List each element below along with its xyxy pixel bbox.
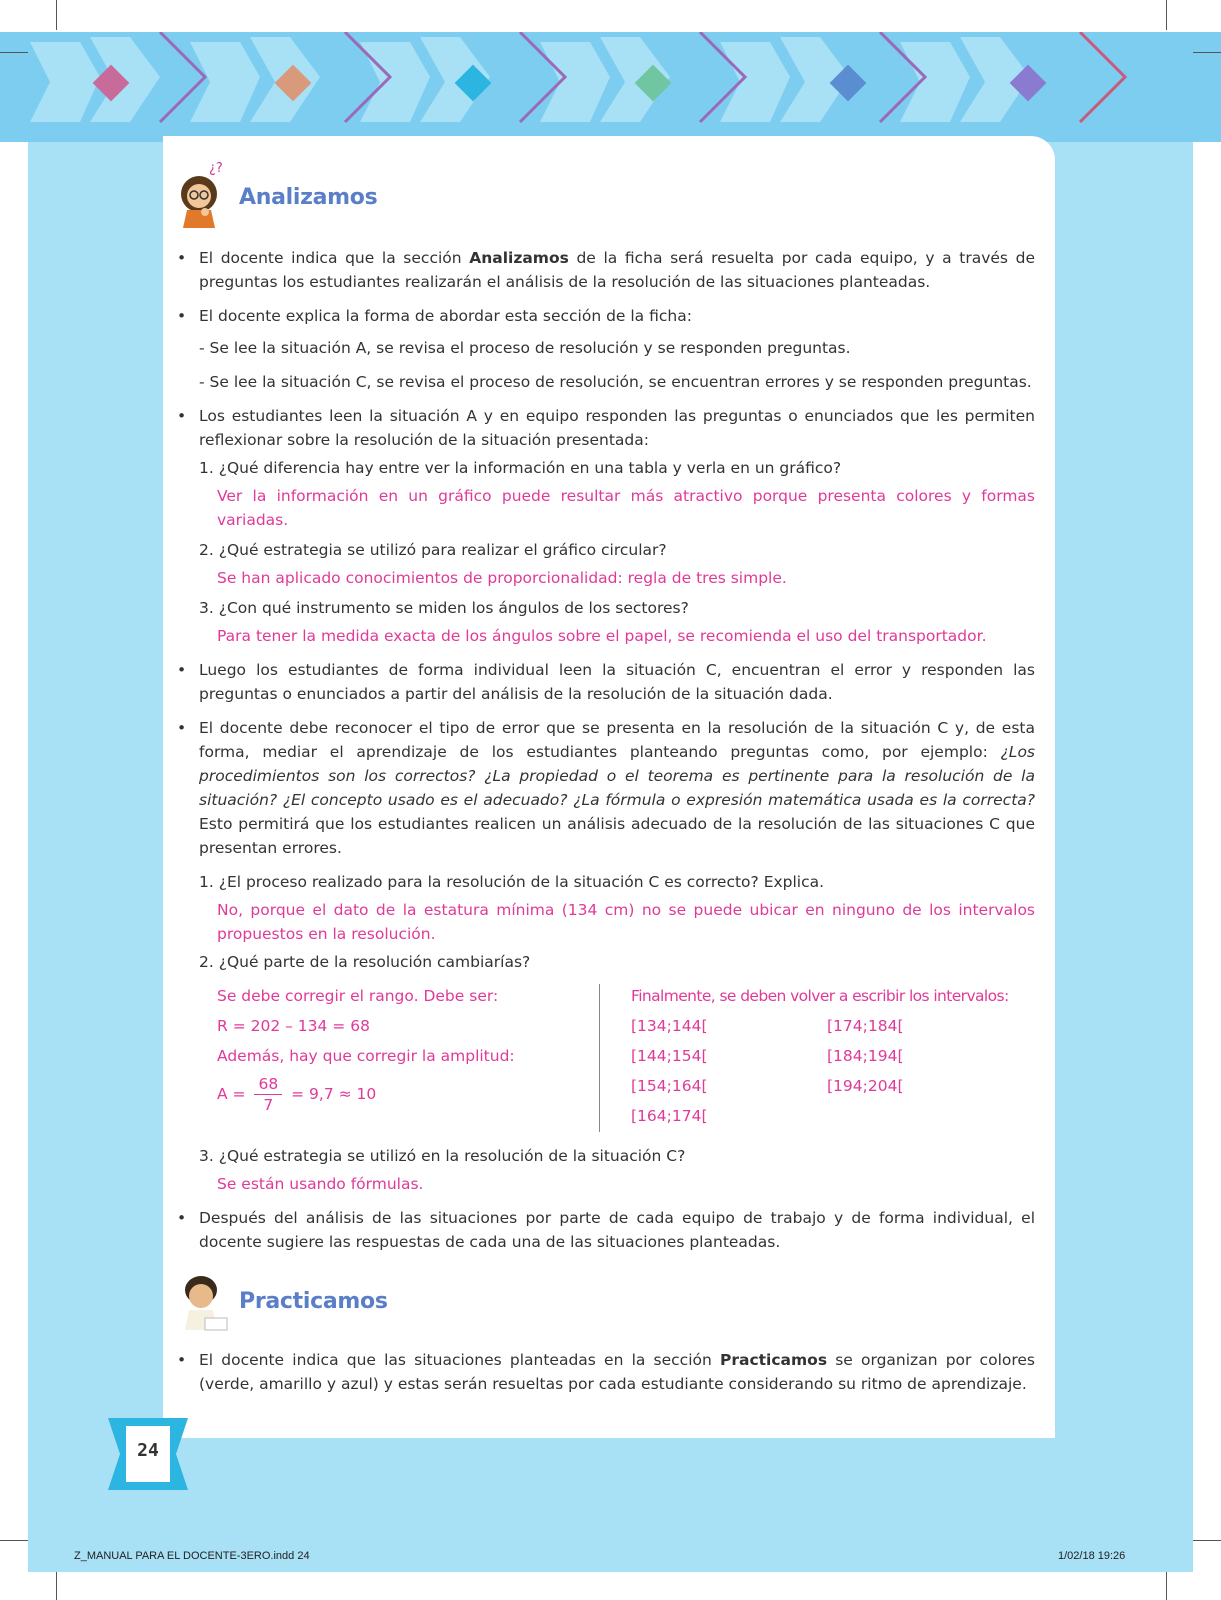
interval: [134;144[ xyxy=(631,1017,708,1035)
bullet-2-sub-2: - Se lee la situación C, se revisa el proceso de resolución, se encuentran errores y se responden preguntas. xyxy=(199,373,1032,391)
bullet-4: • Luego los estudiantes de forma individual leen la situación C, encuentran el error y responden las preguntas o enunciados a partir del análisis de la resolución de la situación dada. xyxy=(175,658,1035,706)
interval: [174;184[ xyxy=(827,1017,904,1035)
practicamos-list xyxy=(175,1348,1035,1396)
amplitude-formula: A = $\frac{68}{7}$ = 9,7 ≈ 10 xyxy=(217,1075,377,1114)
answer-text: Se han aplicado conocimientos de proporcionalidad: regla de tres simple. xyxy=(217,569,787,587)
answer-text: Se están usando fórmulas. xyxy=(217,1175,424,1193)
section-title-practicamos: Practicamos xyxy=(239,1289,388,1314)
analizamos-header xyxy=(175,158,1035,236)
answer-text: No, porque el dato de la estatura mínima (134 cm) no se puede ubicar en ninguno de los intervalos propuestos en la resolución. xyxy=(217,901,1035,943)
bullet-1: • El docente indica que la sección Analizamos de la ficha será resuelta por cada equipo, y a través de preguntas los estudiantes realizarán el análisis de la resolución de las situaciones planteadas. xyxy=(175,246,1035,294)
practicamos-header xyxy=(175,1268,1035,1338)
footer-file: Z_MANUAL PARA EL DOCENTE-3ERO.indd 24 xyxy=(74,1550,310,1562)
page-number: 24 xyxy=(137,1440,159,1461)
situation-a-questions: 1. ¿Qué diferencia hay entre ver la información en una tabla y verla en un gráfico? Ver la información en un gráfico puede resultar más atractivo porque presenta colores y formas variadas. 2. ¿Qué estrategia se utilizó para realizar el gráfico circular? Se han aplicado conocimientos de proporcionalidad: regla de tres simple. 3. ¿Con qué instrumento se miden los ángulos de los sectores? Para tener la medida exacta de los ángulos sobre el papel, se recomienda el uso del transportador. xyxy=(199,456,1035,648)
bullet-6: • Después del análisis de las situaciones por parte de cada equipo de trabajo y de forma individual, el docente sugiere las respuestas de cada una de las situaciones planteadas. xyxy=(175,1206,1035,1254)
crop-mark xyxy=(56,1572,57,1600)
intervals-list: Finalmente, se deben volver a escribir los intervalos: [134;144[ [174;184[ [144;154[ [184;194[ [154;164[ [194;204[ [164;174[ xyxy=(631,984,1031,1128)
range-correction: Se debe corregir el rango. Debe ser: R = 202 – 134 = 68 Además, hay que corregir la amplitud: A = $\frac{68}{7}$ = 9,7 ≈ 10 xyxy=(217,984,577,1121)
crop-mark xyxy=(1193,1540,1221,1541)
footer-date: 1/02/18 19:26 xyxy=(1058,1550,1126,1562)
crop-mark xyxy=(56,0,57,30)
bullet-2-text: • El docente explica la forma de abordar esta sección de la ficha: xyxy=(199,307,692,325)
bullet-2-sub-1: - Se lee la situación A, se revisa el proceso de resolución y se responden preguntas. xyxy=(199,339,851,357)
decorative-banner xyxy=(0,32,1221,142)
girl-thinking-icon xyxy=(175,158,235,230)
interval: [194;204[ xyxy=(827,1077,904,1095)
correction-columns xyxy=(199,984,1035,1136)
analizamos-list xyxy=(175,246,1035,974)
interval: [184;194[ xyxy=(827,1047,904,1065)
question-3-block: 3. ¿Qué estrategia se utilizó en la resolución de la situación C? Se están usando fórmulas. xyxy=(175,1144,1035,1196)
bullet-3: • Los estudiantes leen la situación A y en equipo responden las preguntas o enunciados que les permiten reflexionar sobre la resolución de la situación presentada: 1. ¿Qué diferencia hay entre ver la información en una tabla y verla en un gráfico? Ver la información en un gráfico puede resultar más atractivo porque presenta colores y formas variadas. 2. ¿Qué estrategia se utilizó para realizar el gráfico circular? Se han aplicado conocimientos de proporcionalidad: regla de tres simple. 3. ¿Con qué instrumento se miden los ángulos de los sectores? Para tener la medida exacta de los ángulos sobre el papel, se recomienda el uso del transportador. xyxy=(175,404,1035,648)
left-margin xyxy=(0,32,28,1572)
crop-mark xyxy=(1193,52,1221,53)
interval: [164;174[ xyxy=(631,1107,708,1125)
section-title-analizamos: Analizamos xyxy=(239,185,378,210)
bullet-2 xyxy=(175,304,1035,394)
crop-mark xyxy=(0,1540,28,1541)
interval: [154;164[ xyxy=(631,1077,708,1095)
crop-mark xyxy=(1166,0,1167,30)
answer-text: Para tener la medida exacta de los ángulos sobre el papel, se recomienda el uso del transportador. xyxy=(217,627,987,645)
column-divider xyxy=(599,984,600,1132)
answer-text: Ver la información en un gráfico puede resultar más atractivo porque presenta colores y formas variadas. xyxy=(217,487,1035,529)
bullet-5: • El docente debe reconocer el tipo de error que se presenta en la resolución de la situación C y, de esta forma, mediar el aprendizaje de los estudiantes planteando preguntas como, por ejemplo: ¿Los procedimientos son los correctos? ¿La propiedad o el teorema es pertinente para la resolución de la situación? ¿El concepto usado es el adecuado? ¿La fórmula o expresión matemática usada es la correcta? Esto permitirá que los estudiantes realicen un análisis adecuado de la resolución de las situaciones C que presentan errores. 1. ¿El proceso realizado para la resolución de la situación C es correcto? Explica. No, porque el dato de la estatura mínima (134 cm) no se puede ubicar en ninguno de los intervalos propuestos en la resolución. 2. ¿Qué parte de la resolución cambiarías? xyxy=(175,716,1035,974)
crop-mark xyxy=(0,52,28,53)
page-content xyxy=(175,158,1035,1406)
svg-text:¿?: ¿? xyxy=(209,161,223,176)
boy-writing-icon xyxy=(175,1268,235,1336)
practicamos-bullet-1: • El docente indica que las situaciones planteadas en la sección Practicamos se organizan por colores (verde, amarillo y azul) y estas serán resueltas por cada estudiante considerando su ritmo de aprendizaje. xyxy=(175,1348,1035,1396)
interval: [144;154[ xyxy=(631,1047,708,1065)
analizamos-list-end xyxy=(175,1206,1035,1254)
crop-mark xyxy=(1166,1572,1167,1600)
